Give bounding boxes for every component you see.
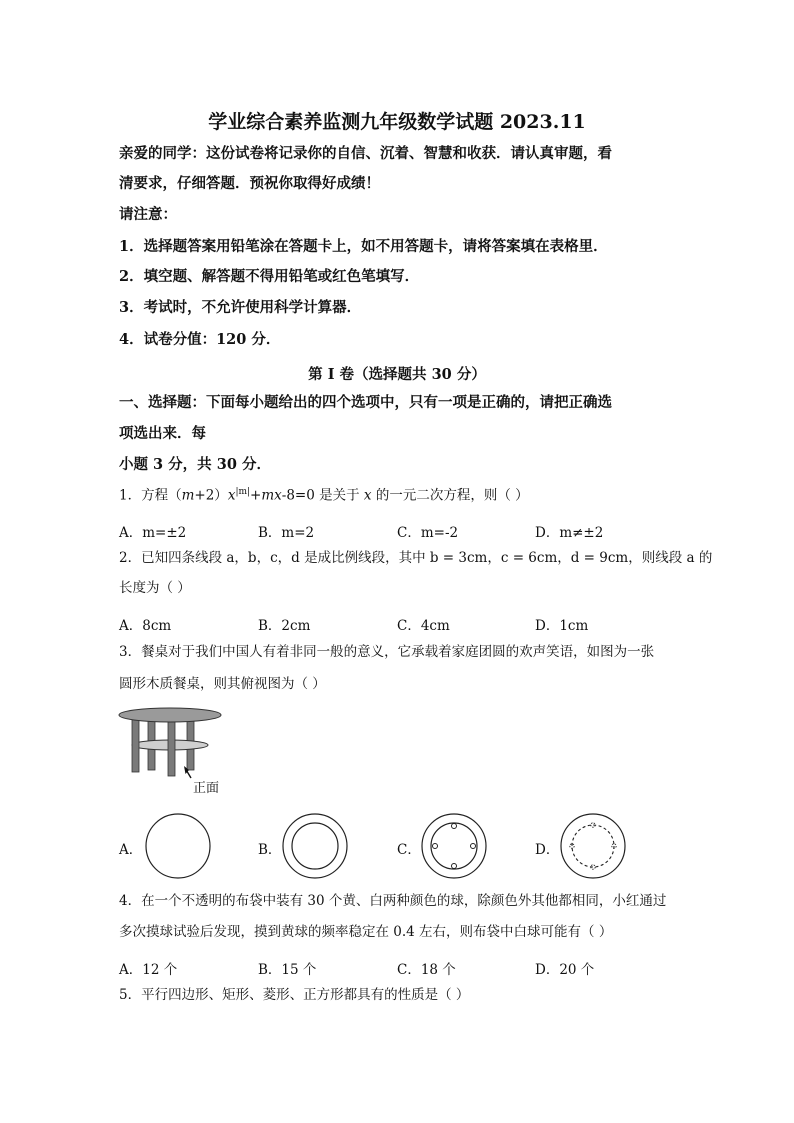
section-title: 第 I 卷（选择题共 30 分）: [308, 366, 486, 383]
q2-option-c: C．4cm: [397, 618, 450, 634]
q2-option-b: B．2cm: [258, 618, 311, 634]
page-title: 学业综合素养监测九年级数学试题 2023.11: [208, 111, 586, 133]
notice-item-1: 1．选择题答案用铅笔涂在答题卡上，如不用答题卡，请将答案填在表格里．: [119, 238, 608, 255]
q3-option-d: D．: [535, 842, 560, 858]
q4-option-a: A．12 个: [119, 962, 178, 978]
question-4-line-2: 多次摸球试验后发现，摸到黄球的频率稳定在 0.4 左右，则布袋中白球可能有（ ）: [119, 924, 613, 940]
notice-item-4: 4．试卷分值：120 分．: [119, 331, 281, 348]
notice-item-2: 2．填空题、解答题不得用铅笔或红色笔填写．: [119, 268, 420, 285]
q4-option-c: C．18 个: [397, 962, 456, 978]
question-2-line-1: 2．已知四条线段 a，b，c，d 是成比例线段，其中 b = 3cm，c = 6cm，d = 9cm，则线段 a 的: [119, 550, 713, 566]
question-4-line-1: 4．在一个不透明的布袋中装有 30 个黄、白两种颜色的球，除颜色外其他都相同，小红通过: [119, 893, 667, 909]
q4-option-b: B．15 个: [258, 962, 317, 978]
part1-instructions-1: 一、选择题：下面每小题给出的四个选项中，只有一项是正确的，请把正确选: [119, 394, 612, 411]
part1-instructions-2: 项选出来．每: [119, 425, 206, 442]
q3-option-c-figure: [420, 812, 488, 880]
q1-option-a: A．m=±2: [119, 525, 187, 541]
question-5-line-1: 5．平行四边形、矩形、菱形、正方形都具有的性质是（ ）: [119, 987, 470, 1003]
q3-option-b-figure: [281, 812, 349, 880]
q4-option-d: D．20 个: [535, 962, 595, 978]
figure-label-front: 正面: [193, 781, 220, 796]
notice-item-3: 3．考试时，不允许使用科学计算器．: [119, 299, 362, 316]
question-3-line-2: 圆形木质餐桌，则其俯视图为（ ）: [119, 676, 326, 692]
q3-option-d-figure: [559, 812, 627, 880]
q2-option-a: A．8cm: [119, 618, 172, 634]
q3-option-b: B．: [258, 842, 282, 858]
question-2-line-2: 长度为（ ）: [119, 580, 191, 596]
q1-option-b: B．m=2: [258, 525, 315, 541]
q1-option-c: C．m=-2: [397, 525, 459, 541]
intro-line-2: 清要求，仔细答题．预祝你取得好成绩！: [119, 175, 380, 192]
q3-option-c: C．: [397, 842, 421, 858]
notice-heading: 请注意：: [119, 206, 177, 223]
intro-line-1: 亲爱的同学：这份试卷将记录你的自信、沉着、智慧和收获．请认真审题，看: [119, 145, 612, 162]
part1-instructions-3: 小题 3 分，共 30 分．: [119, 456, 271, 473]
q2-option-d: D．1cm: [535, 618, 589, 634]
q3-option-a-figure: [144, 812, 212, 880]
question-3-line-1: 3．餐桌对于我们中国人有着非同一般的意义，它承载着家庭团圆的欢声笑语，如图为一张: [119, 644, 655, 660]
q3-option-a: A．: [119, 842, 143, 858]
q1-option-d: D．m≠±2: [535, 525, 604, 541]
question-1: 1．方程$(m+2)x^{|m|}+mx-8=0$ 是关于 x 的一元二次方程，则（ ）: [119, 487, 529, 504]
